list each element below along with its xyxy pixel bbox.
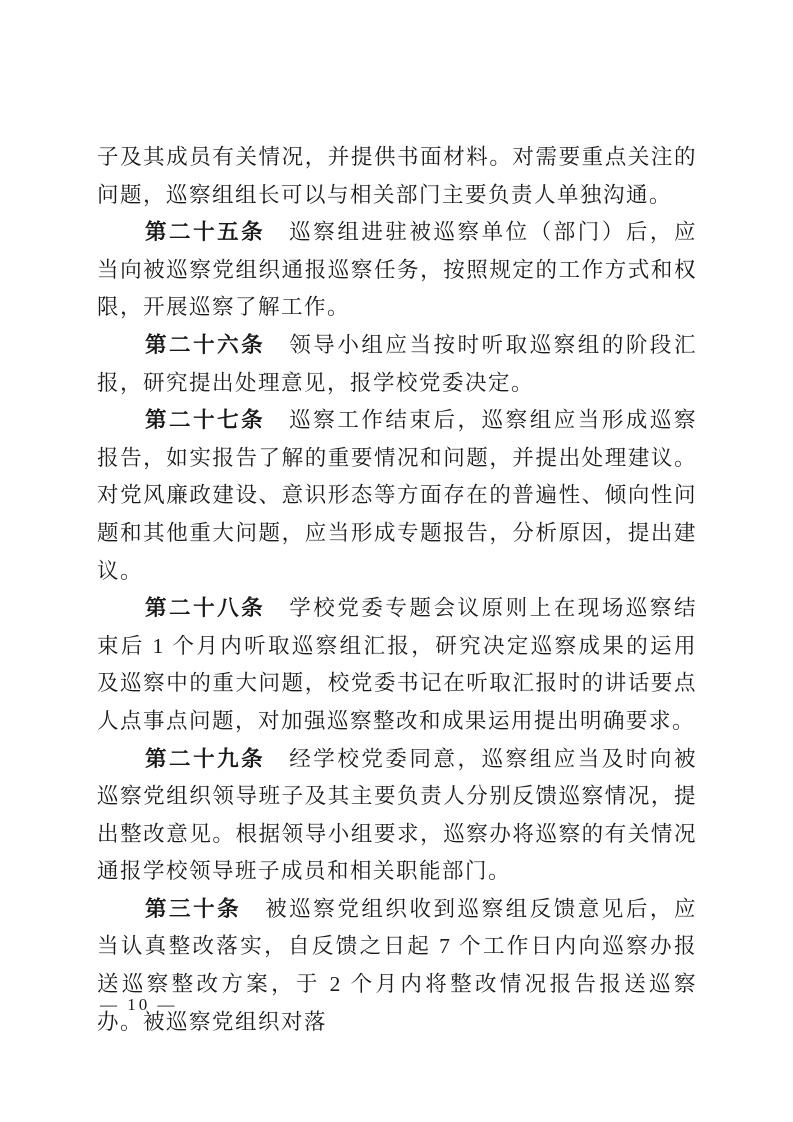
article-label: 第二十七条 — [145, 408, 266, 433]
paragraph: 第二十八条 学校党委专题会议原则上在现场巡察结束后 1 个月内听取巡察组汇报，研究决定巡察成果的运用及巡察中的重大问题，校党委书记在听取汇报时的讲话要点人点事点问题，对加强巡察整改和成果运用提出明确要求。 — [97, 596, 697, 733]
paragraph: 第二十七条 巡察工作结束后，巡察组应当形成巡察报告，如实报告了解的重要情况和问题，并提出处理建议。对党风廉政建设、意识形态等方面存在的普遍性、倾向性问题和其他重大问题，应当形成专题报告，分析原因，提出建议。 — [97, 408, 697, 583]
article-label: 第二十五条 — [145, 220, 266, 245]
paragraph: 第二十九条 经学校党委同意，巡察组应当及时向被巡察党组织领导班子及其主要负责人分别反馈巡察情况，提出整改意见。根据领导小组要求，巡察办将巡察的有关情况通报学校领导班子成员和相关职能部门。 — [97, 746, 697, 884]
article-label: 第二十六条 — [145, 332, 266, 357]
article-label: 第二十九条 — [145, 746, 266, 771]
paragraph: 第三十条 被巡察党组织收到巡察组反馈意见后，应当认真整改落实，自反馈之日起 7 个工作日内向巡察办报送巡察整改方案，于 2 个月内将整改情况报告报送巡察办。被巡察党组织对落 — [97, 896, 697, 1034]
page-number: — 10 — — [100, 995, 178, 1014]
article-label: 第二十八条 — [145, 596, 266, 621]
paragraph: 第二十六条 领导小组应当按时听取巡察组的阶段汇报，研究提出处理意见，报学校党委决定。 — [97, 332, 697, 395]
paragraph: 子及其成员有关情况，并提供书面材料。对需要重点关注的问题，巡察组组长可以与相关部门主要负责人单独沟通。 — [97, 145, 697, 207]
paragraph: 第二十五条 巡察组进驻被巡察单位（部门）后，应当向被巡察党组织通报巡察任务，按照规定的工作方式和权限，开展巡察了解工作。 — [97, 220, 697, 320]
article-label: 第三十条 — [145, 896, 242, 921]
document-body — [97, 139, 697, 1041]
